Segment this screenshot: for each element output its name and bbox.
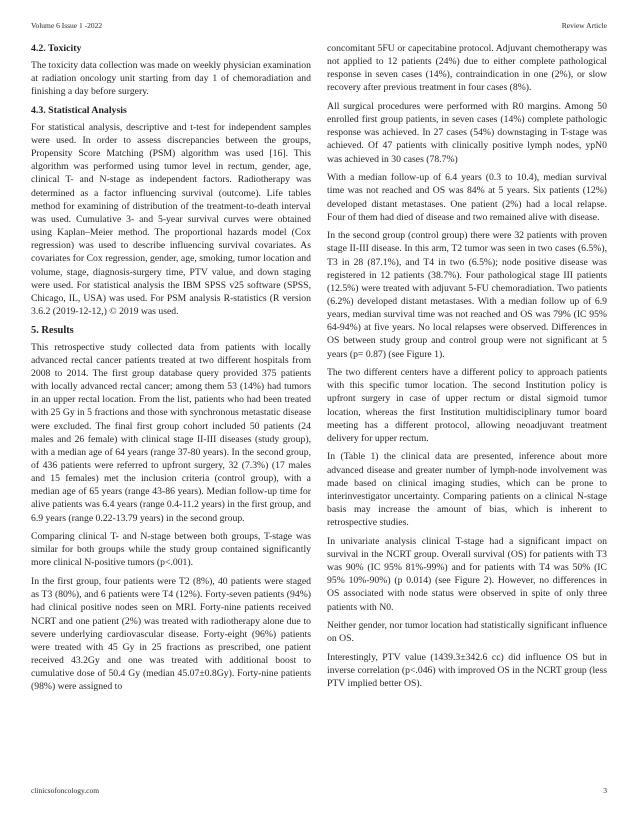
body-paragraph: This retrospective study collected data from patients with locally advanced rectal cancer patients treated at two different hospitals from 2008 to 2014. The first group database query provided 375 patients with locally advanced rectal cancer; among them 53 (14%) had tumors in an upper rectal location. From the list, patients who had been treated with 25 Gy in 5 fractions and those with synchronous metastatic disease were excluded. The final first group cohort included 50 patients (24 males and 26 female) with clinical stage II-III diseases (study group), with a median age of 64 years (range 37-80 years). In the second group, of 436 patients were referred to upfront surgery, 32 (7.3%) (17 males and 15 females) met the inclusion criteria (control group), with a median age of 65 years (range 43-86 years). Median follow-up time for alive patients was 6.4 years (range 0.4-11.2 years) in the first group, and 6.9 years (range 0.22-13.79 years) in the second group. — [31, 341, 311, 524]
article-type: Review Article — [561, 21, 607, 30]
right-column — [327, 42, 607, 696]
body-paragraph: All surgical procedures were performed with R0 margins. Among 50 enrolled first group patients, in seven cases (14%) complete pathologic response was achieved. In 27 cases (54%) downstaging in T-stage was achieved. Of 47 patients with clinically positive lymph nodes, ypN0 was achieved in 30 cases (78.7%) — [327, 101, 607, 165]
page-number: 3 — [603, 786, 607, 795]
section-heading: 5. Results — [31, 324, 74, 336]
running-header — [31, 21, 607, 31]
journal-website: clinicsofoncology.com — [31, 786, 100, 795]
body-paragraph: The two different centers have a different policy to approach patients with this specific tumor location. The second Institution policy is upfront surgery in case of upper rectum or distal sigmoid tumor location, whereas the first Institution multidisciplinary tumor board meeting has a different protocol, allowing neoadjuvant treatment delivery for upper rectum. — [327, 367, 607, 444]
body-paragraph: Neither gender, nor tumor location had statistically significant influence on OS. — [327, 620, 607, 645]
body-paragraph: With a median follow-up of 6.4 years (0.3 to 10.4), median survival time was not reached and OS was 84% at 5 years. Six patients (12%) developed distant metastases. One patient (2%) had a local relapse. Four of them had died of disease and two remained alive with disease. — [327, 172, 607, 223]
body-paragraph: In the second group (control group) there were 32 patients with proven stage II-III disease. In this arm, T2 tumor was seen in two cases (6.5%), T3 in 28 (87.1%), and T4 in two (6.5%); node positive disease was registered in 12 patients (38.7%). Four pathological stage III patients (12.5%) were treated with adjuvant 5-FU chemoradiation. Two patients (6.2%) developed distant metastases. With a median follow up of 6.9 years, median survival time was not reached and OS was 79% (IC 95% 64-94%) at five years. No local relapses were observed. Differences in OS between study group and control group were not significant at 5 years (p= 0.87) (see Figure 1). — [327, 230, 607, 360]
page-footer — [31, 786, 607, 796]
body-paragraph: In univariate analysis clinical T-stage had a significant impact on survival in the NCRT group. Overall survival (OS) for patients with T3 was 90% (IC 95% 81%-99%) and for patients with T4 was 50% (IC 95% 10%-90%) (p 0.014) (see Figure 2). However, no differences in OS associated with node status were observed in spite of only three patients with N0. — [327, 535, 607, 613]
subsection-heading: 4.2. Toxicity — [31, 43, 82, 54]
body-paragraph: Comparing clinical T- and N-stage between both groups, T-stage was similar for both groups while the study group contained significantly more clinical N-positive tumors (p<.001). — [31, 531, 311, 569]
body-paragraph: In (Table 1) the clinical data are presented, inference about more advanced disease and greater number of lymph-node involvement was made based on clinical imaging studies, which can be prone to interinvestigator uncertainty. Comparing patients on a clinical N-stage basis may increase the amount of bias, which is inherent to retrospective studies. — [327, 451, 607, 529]
left-column — [31, 42, 311, 699]
body-paragraph: The toxicity data collection was made on weekly physician examination at radiation oncology unit starting from day 1 of chemoradiation and finishing a day before surgery. — [31, 60, 311, 98]
body-paragraph: Interestingly, PTV value (1439.3±342.6 cc) did influence OS but in inverse correlation (p<.046) with improved OS in the NCRT group (less PTV implied better OS). — [327, 651, 607, 690]
body-paragraph: For statistical analysis, descriptive and t-test for independent samples were used. In order to assess discrepancies between the groups, Propensity Score Matching (PSM) algorithm was used [16]. This algorithm was performed using tumor level in rectum, gender, age, clinical T- and N-stage as independent factors. Radiotherapy was determined as a factor influencing survival (outcome). Life tables method for examining of distribution of the treatment-to-death interval was used. Cumulative 3- and 5-year survival curves were obtained using Kaplan–Meier method. The proportional hazards model (Cox regression) was used to describe influencing survival covariates. As covariates for Cox regression, gender, age, smoking, tumor location and volume, stage, diagnosis-surgery time, PTV value, and down staging were used. For statistical analysis the IBM SPSS v25 software (SPSS, Chicago, IL, USA) was used. For PSM analysis R-statistics (R version 3.6.2 (2019-12-12,) © 2019 was used. — [31, 121, 311, 318]
journal-volume-issue: Volume 6 Issue 1 -2022 — [31, 21, 103, 30]
body-paragraph: concomitant 5FU or capecitabine protocol. Adjuvant chemotherapy was not applied to 12 patients (24%) due to either complete pathological response in seven cases (14%), contraindication in one (2%), or slow recovery after previous treatment in four cases (8%). — [327, 43, 607, 94]
body-paragraph: In the first group, four patients were T2 (8%), 40 patients were staged as T3 (80%), and 6 patients were T4 (12%). Forty-seven patients (94%) had clinical positive nodes seen on MRI. Forty-nine patients received NCRT and one patient (2%) was treated with radiotherapy alone due to severe underlying cardiovascular disease. Forty-eight (96%) patients were treated with 45 Gy in 25 fractions as prescribed, one patient received 43.2Gy and one was treated with additional boost to cumulative dose of 50.4 Gy (median 45.07±0.8Gy). Forty-nine patients (98%) were assigned to — [31, 576, 311, 693]
subsection-heading: 4.3. Statistical Analysis — [31, 104, 127, 116]
